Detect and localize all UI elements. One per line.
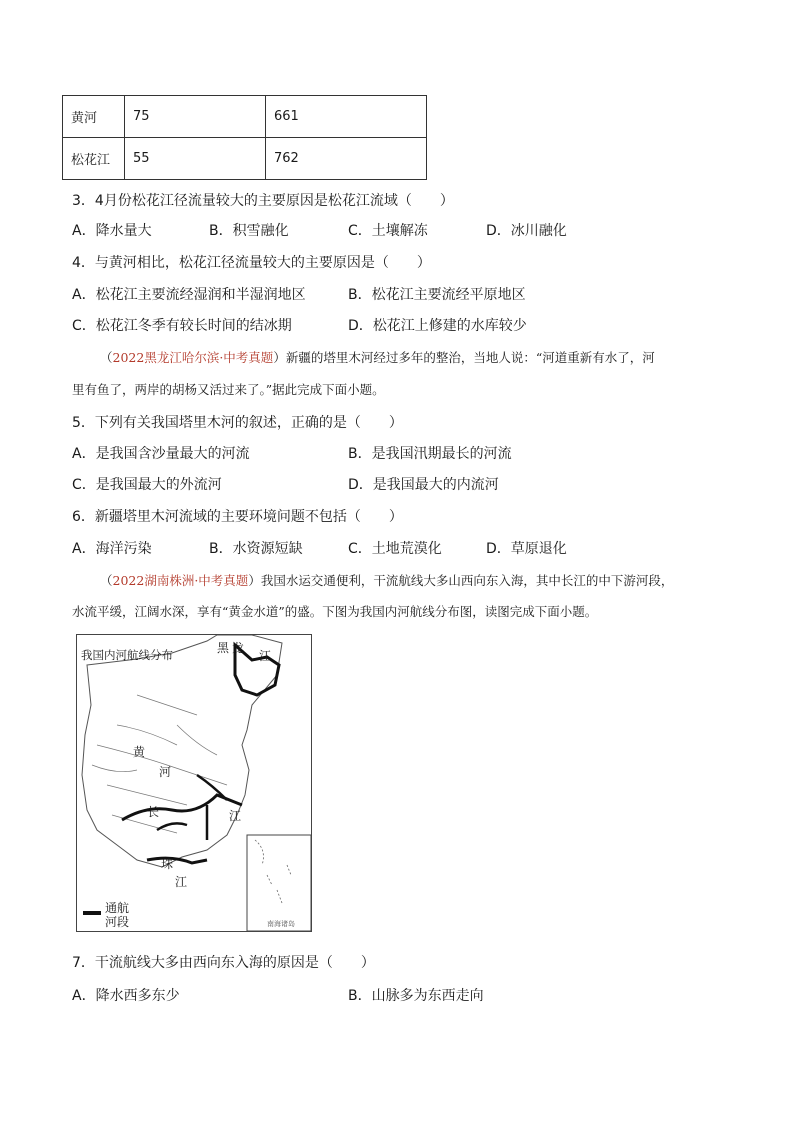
question-7-stem: 7．干流航线大多由西向东入海的原因是（ ） xyxy=(72,955,375,971)
question-7-option-b[interactable]: B．山脉多为东西走向 xyxy=(348,988,484,1004)
map-title: 我国内河航线分布 xyxy=(81,648,173,662)
map-label-jiang2: 江 xyxy=(229,809,242,823)
table-row xyxy=(63,138,427,180)
question-6-option-c[interactable]: C．土地荒漠化 xyxy=(348,541,442,557)
passage-1-line-1: （2022黑龙江哈尔滨·中考真题）新疆的塔里木河经过多年的整治，当地人说：“河道重新有水了，河 xyxy=(100,350,655,365)
map-label-long: 龙 xyxy=(232,641,245,655)
question-3-option-b[interactable]: B．积雪融化 xyxy=(209,223,289,239)
map-legend xyxy=(105,901,129,929)
question-4-option-a[interactable]: A．松花江主要流经湿润和半湿润地区 xyxy=(72,287,306,303)
navigable-pearl xyxy=(147,858,207,863)
table-cell: 黄河 xyxy=(63,96,125,138)
legend-line-1: 通航 xyxy=(105,901,130,915)
map-label-he: 河 xyxy=(159,765,172,779)
question-7-option-a[interactable]: A．降水西多东少 xyxy=(72,988,180,1004)
question-4-option-c[interactable]: C．松花江冬季有较长时间的结冰期 xyxy=(72,318,292,334)
legend-line-2: 河段 xyxy=(105,915,130,929)
table-cell: 55 xyxy=(125,138,266,180)
map-label-jiang1: 江 xyxy=(259,649,272,663)
question-5-option-a[interactable]: A．是我国含沙量最大的河流 xyxy=(72,446,250,462)
question-6-option-d[interactable]: D．草原退化 xyxy=(486,541,567,557)
question-4-option-b[interactable]: B．松花江主要流经平原地区 xyxy=(348,287,526,303)
question-6-option-b[interactable]: B．水资源短缺 xyxy=(209,541,303,557)
question-3-stem: 3．4月份松花江径流量较大的主要原因是松花江流域（ ） xyxy=(72,193,454,209)
map-label-huang: 黄 xyxy=(133,745,146,759)
question-5-option-b[interactable]: B．是我国汛期最长的河流 xyxy=(348,446,512,462)
question-5-option-d[interactable]: D．是我国最大的内流河 xyxy=(348,477,499,493)
question-4-option-d[interactable]: D．松花江上修建的水库较少 xyxy=(348,318,527,334)
question-3-option-a[interactable]: A．降水量大 xyxy=(72,223,152,239)
inset-label: 南海诸岛 xyxy=(267,920,295,928)
map-label-jiang3: 江 xyxy=(175,875,188,889)
table-row xyxy=(63,96,427,138)
passage-1-line-2: 里有鱼了，两岸的胡杨又活过来了。”据此完成下面小题。 xyxy=(72,382,385,397)
legend-swatch xyxy=(83,911,101,915)
question-3-option-c[interactable]: C．土壤解冻 xyxy=(348,223,428,239)
table-cell: 75 xyxy=(125,96,266,138)
map-graphic xyxy=(77,635,312,932)
question-5-stem: 5．下列有关我国塔里木河的叙述，正确的是（ ） xyxy=(72,415,403,431)
table-cell: 661 xyxy=(266,96,427,138)
south-china-sea-inset xyxy=(247,835,311,931)
table-cell: 762 xyxy=(266,138,427,180)
china-outline xyxy=(82,635,282,867)
question-5-option-c[interactable]: C．是我国最大的外流河 xyxy=(72,477,222,493)
question-6-stem: 6．新疆塔里木河流域的主要环境问题不包括（ ） xyxy=(72,509,403,525)
table-cell: 松花江 xyxy=(63,138,125,180)
passage-2-line-2: 水流平缓，江阔水深，享有“黄金水道”的盛。下图为我国内河航线分布图，读图完成下面小题。 xyxy=(72,604,598,619)
inland-waterway-map xyxy=(76,634,312,932)
map-label-hei: 黑 xyxy=(217,641,230,655)
data-table xyxy=(62,95,427,180)
passage-2-line-1: （2022湖南株洲·中考真题）我国水运交通便利，干流航线大多山西向东入海，其中长江的中下游河段， xyxy=(100,573,674,588)
question-6-option-a[interactable]: A．海洋污染 xyxy=(72,541,152,557)
question-3-option-d[interactable]: D．冰川融化 xyxy=(486,223,567,239)
map-label-zhu: 珠 xyxy=(161,857,174,871)
map-label-chang: 长 xyxy=(147,805,160,819)
question-4-stem: 4．与黄河相比，松花江径流量较大的主要原因是（ ） xyxy=(72,255,431,271)
source-tag: 2022湖南株洲·中考真题 xyxy=(112,573,249,588)
source-tag: 2022黑龙江哈尔滨·中考真题 xyxy=(112,350,274,365)
